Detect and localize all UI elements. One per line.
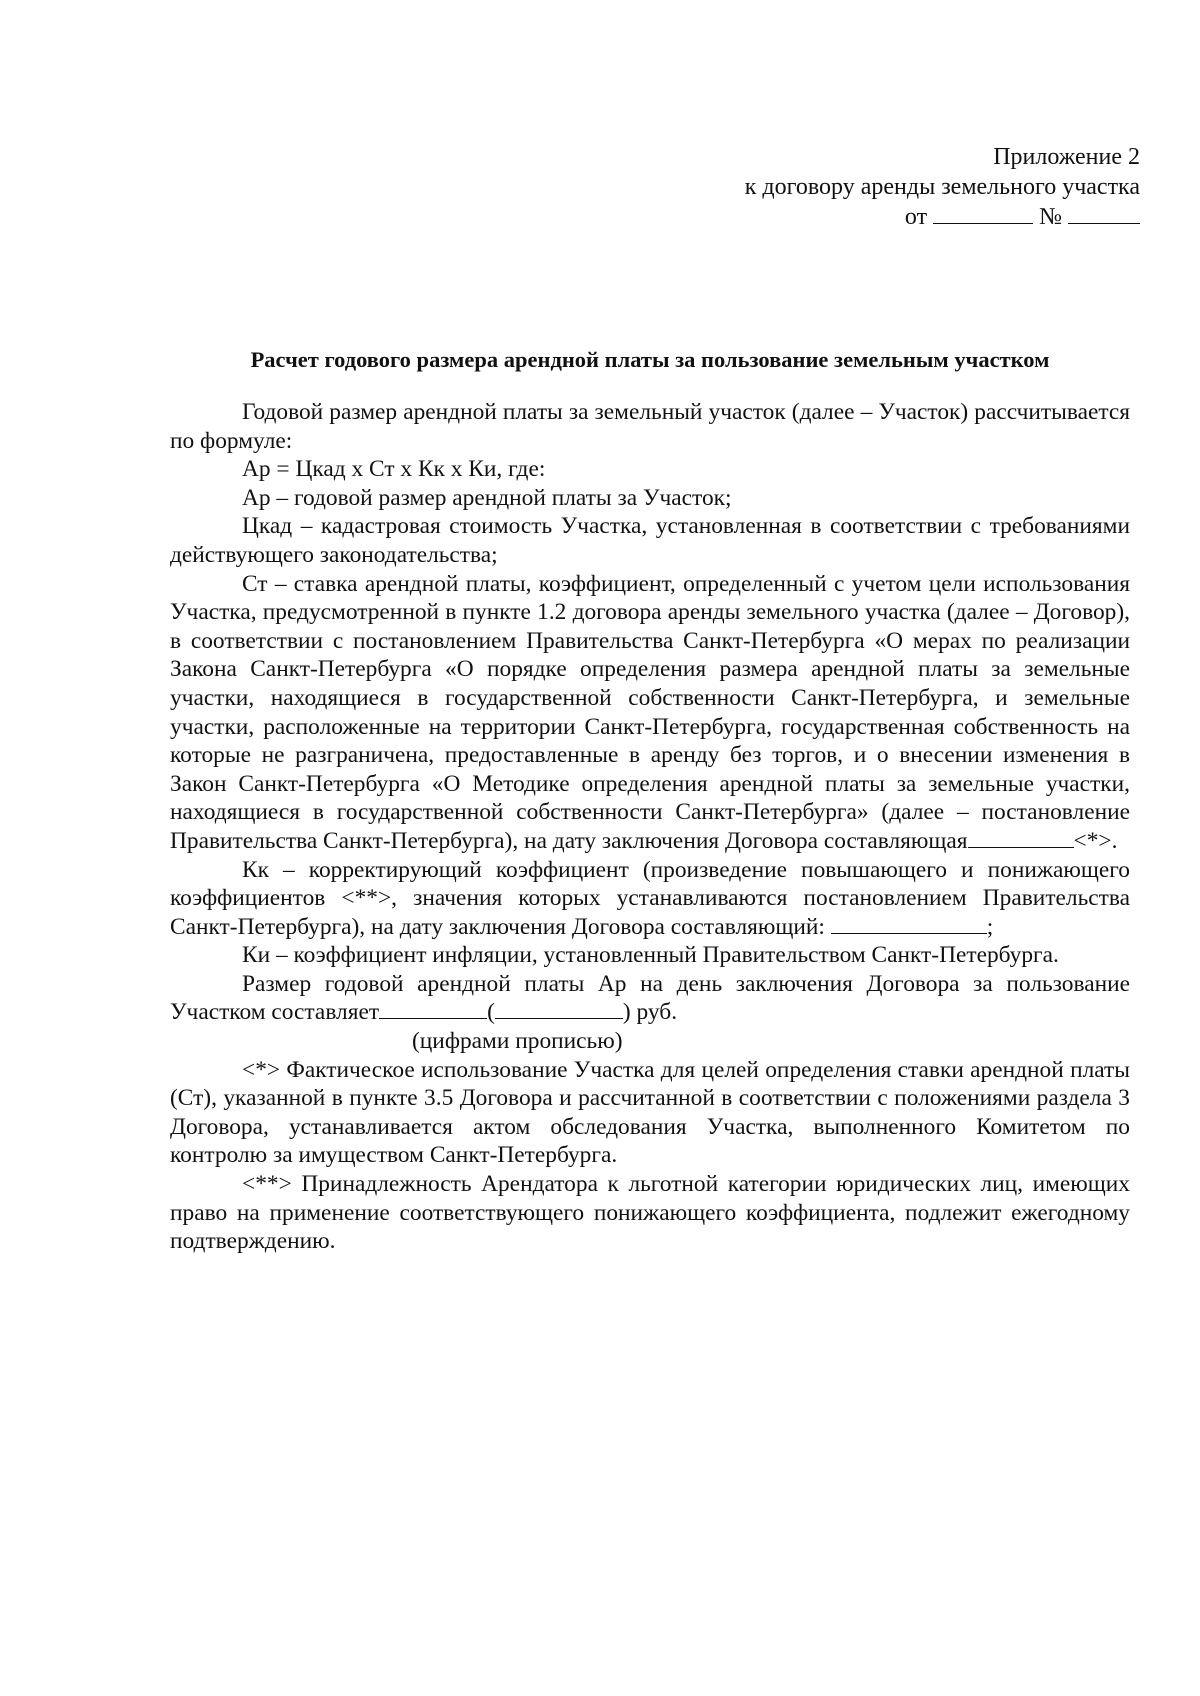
appendix-date-number-line bbox=[640, 202, 1140, 232]
document-title: Расчет годового размера арендной платы за пользование земельным участком bbox=[250, 347, 1050, 372]
amount-caption: (цифрами прописью) bbox=[412, 1028, 623, 1055]
paragraph-ckad-definition: Цкад – кадастровая стоимость Участка, установленная в соответствии с требованиями действующего законодательства; bbox=[170, 513, 1130, 568]
paragraph-ar-definition: Ар – годовой размер арендной платы за Участок; bbox=[242, 484, 732, 511]
paragraph-st-definition bbox=[170, 570, 1130, 856]
amount-open-paren: ( bbox=[487, 999, 495, 1026]
amount-digits-blank bbox=[379, 998, 487, 1019]
appendix-header bbox=[640, 142, 1140, 232]
paragraph-kk-definition bbox=[170, 856, 1130, 942]
number-sign: № bbox=[1039, 204, 1062, 230]
kk-definition-text: Кк – корректирующий коэффициент (произведение повышающего и понижающего коэффициентов <**>, значения которых устанавливаются постановлением Правительства Санкт-Петербурга), на дату заключения Договора составляющий: bbox=[170, 856, 1130, 940]
rent-amount-text: Размер годовой арендной платы Ар на день заключения Договора за пользование Участком составляет bbox=[170, 970, 1130, 1026]
paragraph-intro: Годовой размер арендной платы за земельный участок (далее – Участок) рассчитывается по формуле: bbox=[170, 399, 1130, 454]
amount-words-blank bbox=[495, 998, 623, 1019]
paragraph-ki-definition: Ки – коэффициент инфляции, установленный Правительством Санкт-Петербурга. bbox=[242, 942, 1059, 969]
paragraph-rent-amount bbox=[170, 970, 1130, 1027]
footnote-1: <*> Фактическое использование Участка для целей определения ставки арендной платы (Ст), указанной в пункте 3.5 Договора и рассчитанной в соответствии с положениями раздела 3 Договора, устанавливается актом обследования Участка, выполненного Комитетом по контролю за имуществом Санкт-Петербурга. bbox=[170, 1056, 1130, 1169]
rate-blank bbox=[968, 827, 1074, 848]
number-blank bbox=[1068, 203, 1140, 224]
kk-end: ; bbox=[986, 913, 994, 940]
appendix-number: Приложение 2 bbox=[993, 144, 1140, 170]
footnote-2: <**> Принадлежность Арендатора к льготной категории юридических лиц, имеющих право на применение соответствующего понижающего коэффициента, подлежит ежегодному подтверждению. bbox=[170, 1171, 1130, 1255]
st-definition-text: Ст – ставка арендной платы, коэффициент, определенный с учетом цели использования Участка, предусмотренной в пункте 1.2 договора аренды земельного участка (далее – Договор), в соответствии с постановлением Правительства Санкт-Петербурга «О мерах по реализации Закона Санкт-Петербурга «О порядке определения размера арендной платы за земельные участки, находящиеся в государственной собственности Санкт-Петербурга, и земельные участки, расположенные на территории Санкт-Петербурга, государственная собственность на которые не разграничена, предоставленные в аренду без торгов, и о внесении изменения в Закон Санкт-Петербурга «О Методике определения арендной платы за земельные участки, находящиеся в государственной собственности Санкт-Петербурга» (далее – постановление Правительства Санкт-Петербурга), на дату заключения Договора составляющая bbox=[170, 570, 1130, 854]
st-footnote-ref: <*>. bbox=[1073, 827, 1118, 854]
amount-currency: ) руб. bbox=[622, 999, 678, 1026]
appendix-contract-ref: к договору аренды земельного участка bbox=[744, 174, 1140, 200]
kk-blank bbox=[831, 913, 987, 934]
document-body bbox=[170, 398, 1130, 1256]
from-label: от bbox=[904, 204, 928, 230]
paragraph-formula: Ар = Цкад х Ст х Кк х Ки, где: bbox=[242, 456, 546, 483]
date-blank bbox=[933, 203, 1033, 224]
